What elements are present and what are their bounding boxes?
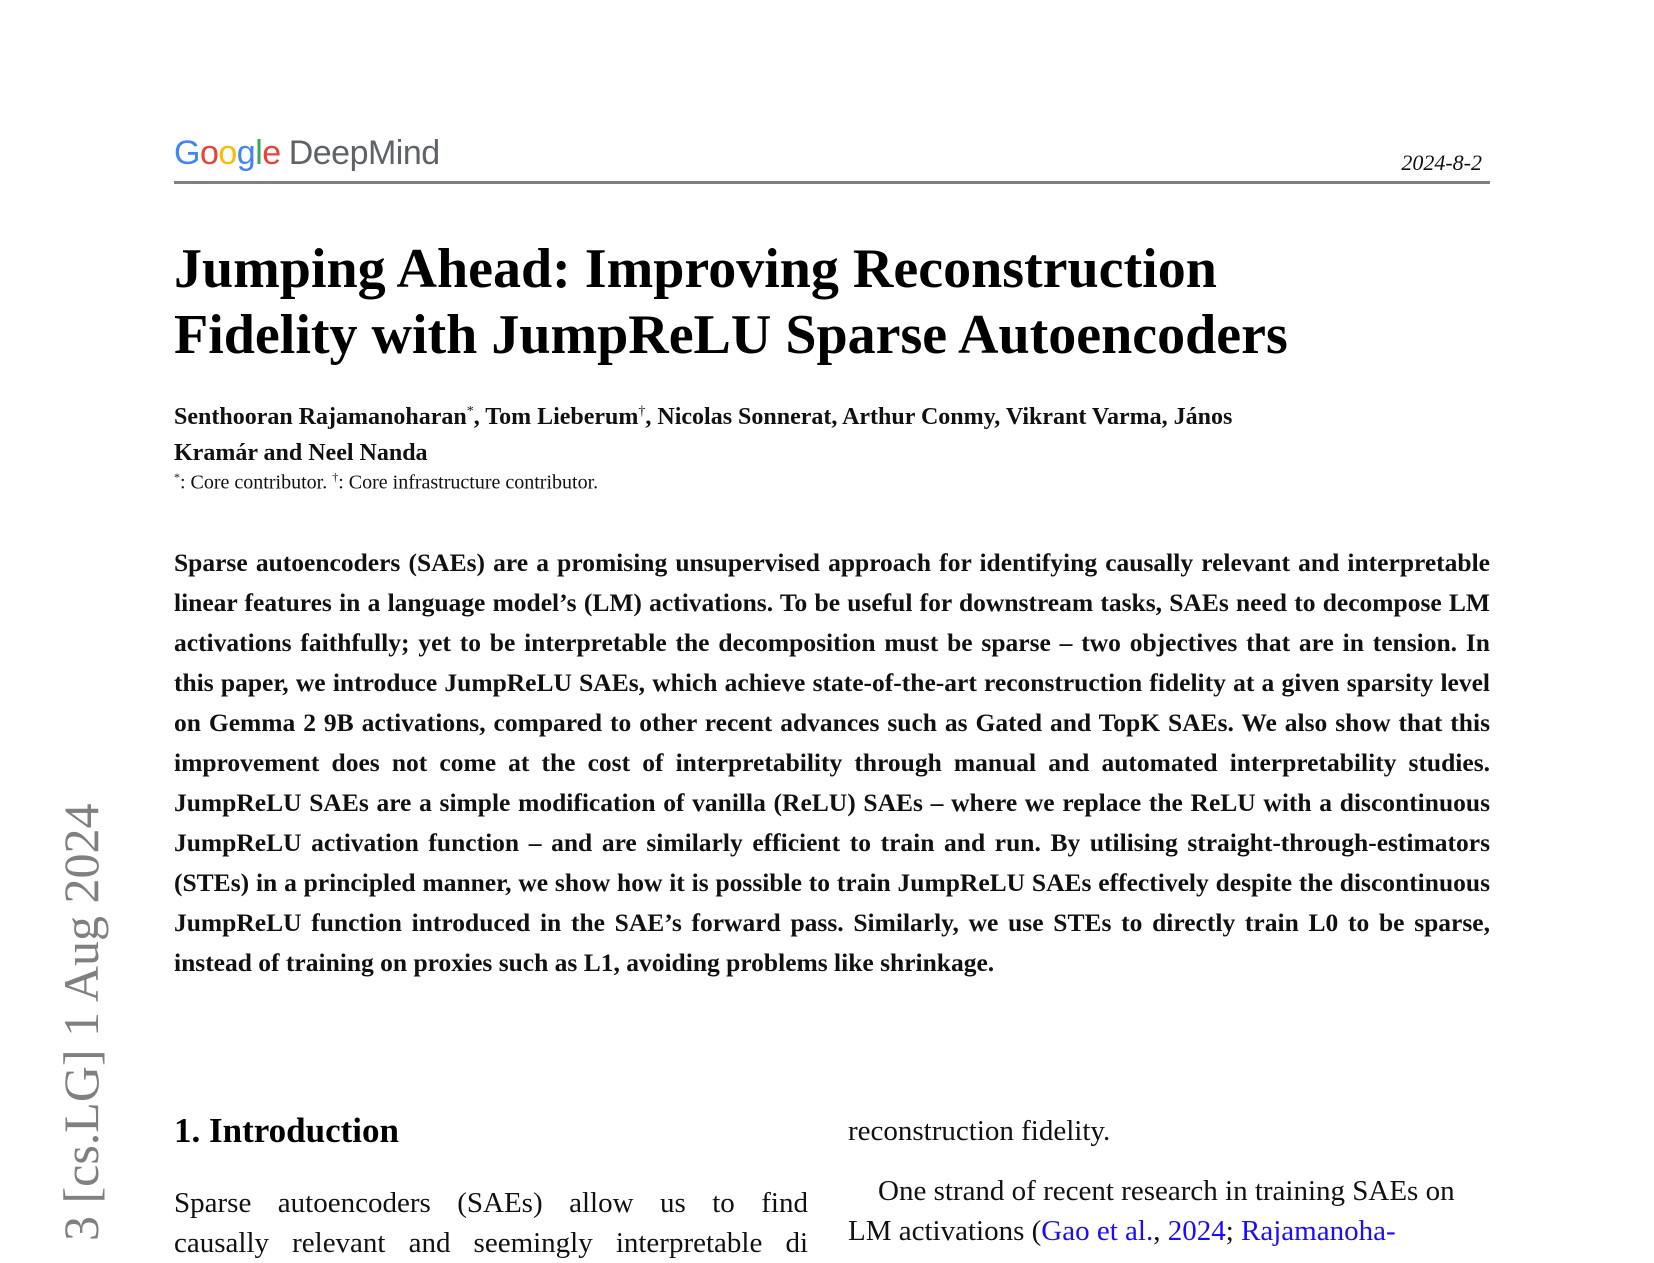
note-mark: * — [174, 470, 180, 484]
citation-link-gao[interactable]: Gao et al. — [1041, 1215, 1154, 1247]
note-text: : Core contributor. — [180, 471, 333, 494]
page-header — [174, 128, 1490, 184]
section-heading-introduction: 1. Introduction — [174, 1111, 399, 1150]
title-line-2: Fidelity with JumpReLU Sparse Autoencoders — [174, 304, 1288, 366]
text-line: causally relevant and seemingly interpretable di — [174, 1227, 808, 1259]
abstract: Sparse autoencoders (SAEs) are a promising unsupervised approach for identifying causally relevant and interpretable linear features in a language model’s (LM) activations. To be useful for downstream tasks, SAEs need to decompose LM activations faithfully; yet to be interpretable the decomposition must be sparse – two objectives that are in tension. In this paper, we introduce JumpReLU SAEs, which achieve state-of-the-art reconstruction fidelity at a given sparsity level on Gemma 2 9B activations, compared to other recent advances such as Gated and TopK SAEs. We also show that this improvement does not come at the cost of interpretability through manual and automated interpretability studies. JumpReLU SAEs are a simple modification of vanilla (ReLU) SAEs – where we replace the ReLU with a discontinuous JumpReLU activation function – and are similarly efficient to train and run. By utilising straight-through-estimators (STEs) in a principled manner, we show how it is possible to train JumpReLU SAEs effectively despite the discontinuous JumpReLU function introduced in the SAE’s forward pass. Similarly, we use STEs to directly train L0 to be sparse, instead of training on proxies such as L1, avoiding problems like shrinkage. — [174, 548, 1490, 977]
separator: , — [1153, 1215, 1168, 1247]
text-line: Sparse autoencoders (SAEs) allow us to find — [174, 1187, 808, 1219]
paper-date: 2024-8-2 — [1401, 150, 1482, 175]
logo-brand-text: DeepMind — [288, 134, 440, 172]
authors-line-1 — [174, 394, 1494, 435]
logo-letter: l — [255, 134, 263, 172]
separator: ; — [1225, 1215, 1242, 1247]
core-contributor-mark: * — [466, 404, 474, 419]
logo-letter: g — [236, 134, 256, 172]
infra-contributor-mark: † — [638, 404, 646, 419]
author-name: Senthooran Rajamanoharan — [174, 404, 467, 430]
header-divider — [174, 181, 1490, 184]
right-column-paragraph — [848, 1171, 1490, 1251]
authors-line-2: Kramár and Neel Nanda — [174, 440, 428, 466]
note-mark: † — [332, 470, 339, 484]
author-names: , Nicolas Sonnerat, Arthur Conmy, Vikrant Varma, János — [645, 404, 1233, 430]
author-name: , Tom Lieberum — [473, 404, 639, 430]
paper-title — [174, 236, 1494, 368]
logo-letter: e — [262, 134, 281, 172]
logo-letter: G — [174, 134, 200, 172]
logo-letter: o — [199, 134, 219, 172]
right-column-text-line: reconstruction fidelity. — [848, 1115, 1111, 1147]
citation-year-link[interactable]: 2024 — [1167, 1215, 1226, 1247]
left-column-text — [174, 1183, 808, 1263]
paragraph-text: One strand of recent research in training SAEs on LM activations ( — [848, 1175, 1455, 1247]
note-text: : Core infrastructure contributor. — [338, 471, 599, 494]
logo-letter: o — [218, 134, 237, 172]
arxiv-stamp: 3 [cs.LG] 1 Aug 2024 — [53, 803, 109, 1241]
google-deepmind-logo — [174, 134, 440, 173]
contribution-note — [174, 470, 598, 495]
citation-link-rajamanoharan[interactable]: Rajamanoha- — [1241, 1215, 1396, 1247]
title-line-1: Jumping Ahead: Improving Reconstruction — [174, 238, 1217, 300]
author-list — [174, 394, 1494, 471]
